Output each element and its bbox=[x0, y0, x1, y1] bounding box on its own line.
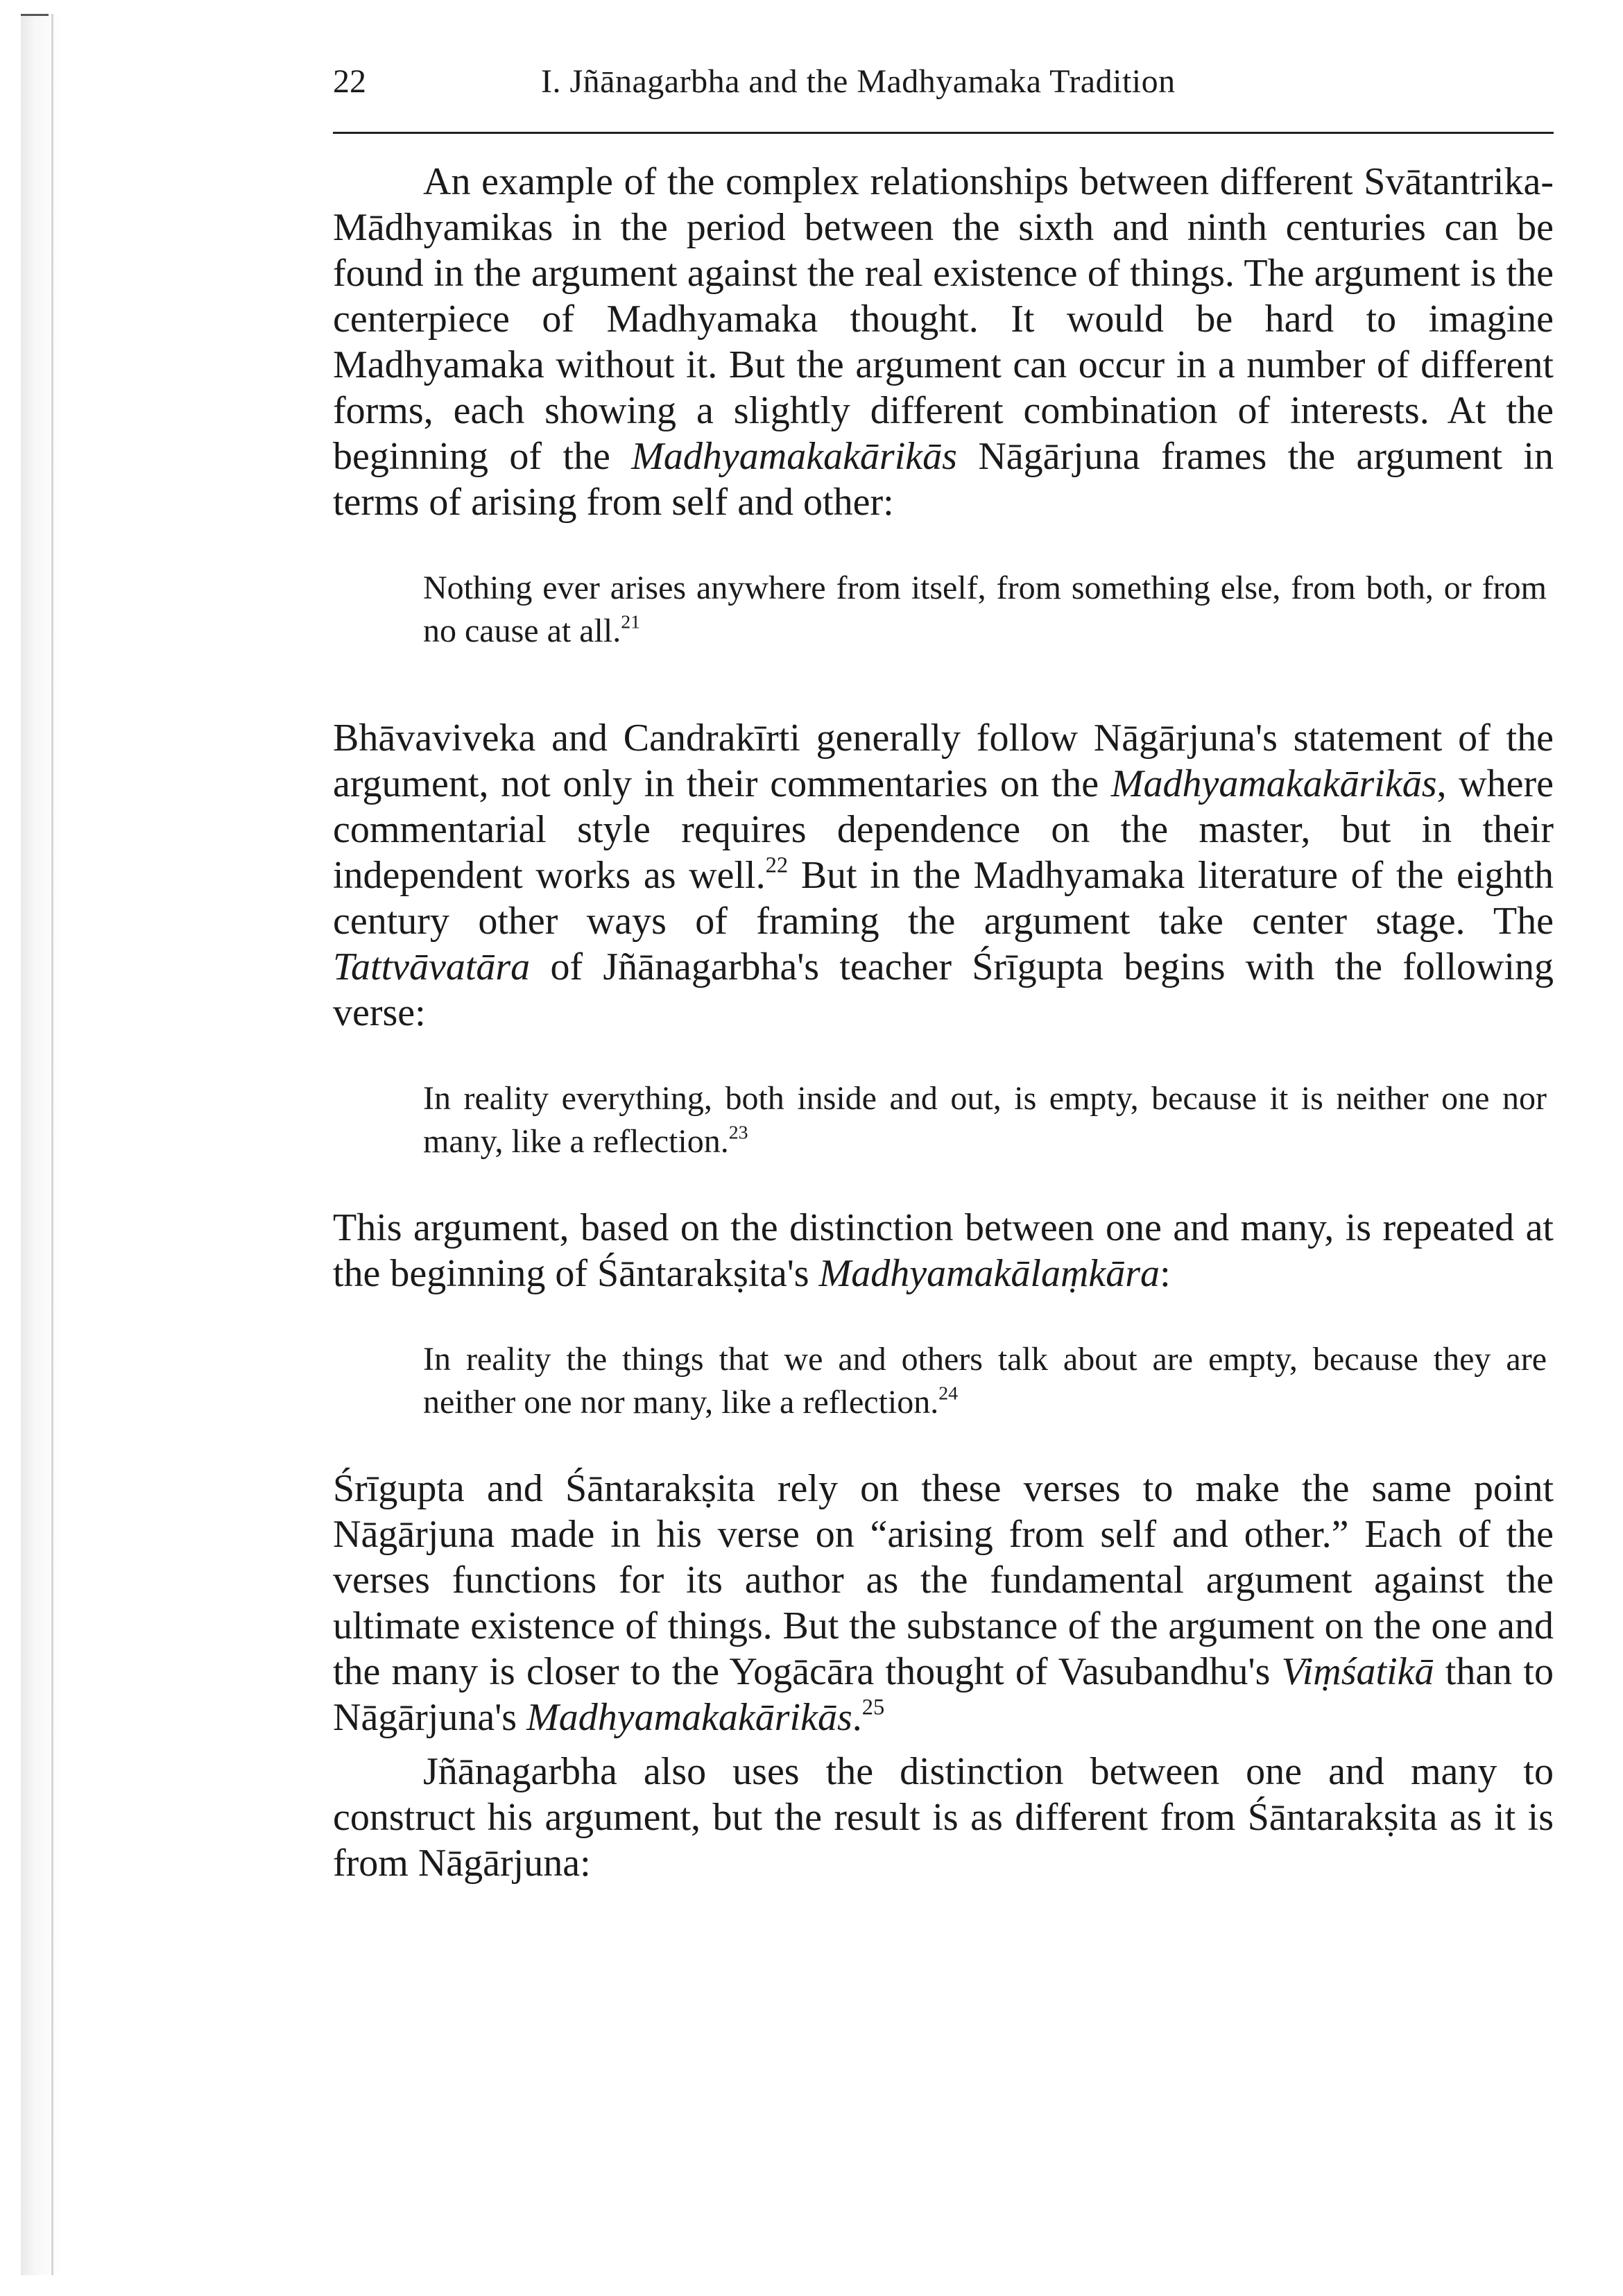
paragraph-1-text-end: Nāgārjuna frames the argument in terms of arising from self and other: bbox=[333, 435, 1554, 524]
quote-1-text: Nothing ever arises anywhere from itself, from something else, from both, or from no cause at all. bbox=[423, 569, 1547, 649]
paragraph-2-text-cont: But in the Madhyamaka literature of the eighth century other ways of framing the argument take center stage. The bbox=[333, 854, 1554, 943]
footnote-ref: 21 bbox=[621, 611, 641, 633]
paragraph-2-text-end: of Jñānagarbha's teacher Śrīgupta begins with the following verse: bbox=[333, 945, 1554, 1034]
work-title: Madhyamakālaṃkāra bbox=[818, 1252, 1160, 1295]
block-quote-1 bbox=[333, 567, 1554, 653]
scan-binding-shadow bbox=[21, 14, 62, 2275]
paragraph-5 bbox=[333, 1749, 1554, 1886]
book-page bbox=[333, 62, 1554, 1886]
work-title: Madhyamakakārikās bbox=[1110, 762, 1437, 805]
work-title: Madhyamakakārikās bbox=[631, 435, 957, 478]
scan-corner-mark bbox=[21, 14, 49, 16]
paragraph-3-text: This argument, based on the distinction between one and many, is repeated at the beginning of Śāntarakṣita's bbox=[333, 1206, 1554, 1295]
paragraph-5-text: Jñānagarbha also uses the distinction between one and many to construct his argument, but the result is as different from Śāntarakṣita as it is from Nāgārjuna: bbox=[333, 1750, 1554, 1885]
work-title: Tattvāvatāra bbox=[333, 945, 531, 988]
chapter-title: I. Jñānagarbha and the Madhyamaka Tradition bbox=[541, 63, 1176, 100]
block-quote-2 bbox=[333, 1077, 1554, 1163]
quote-3-text: In reality the things that we and others talk about are empty, because they are neither one nor many, like a reflection. bbox=[423, 1341, 1547, 1421]
paragraph-1-text: An example of the complex relationships between different Svātantrika-Mādhyamikas in the period between the sixth and ninth centuries can be found in the argument against the real existence of things. The argument is the centerpiece of Madhyamaka thought. It would be hard to imagine Madhyamaka without it. But the argument can occur in a number of different forms, each showing a slightly different combination of interests. At the beginning of the bbox=[333, 160, 1554, 478]
footnote-ref: 24 bbox=[938, 1382, 959, 1405]
paragraph-2-text-mid: , where commentarial style requires dependence on the master, but in their independent works as well. bbox=[333, 762, 1554, 897]
paragraph-2 bbox=[333, 715, 1554, 1036]
paragraph-1 bbox=[333, 159, 1554, 525]
work-title: Viṃśatikā bbox=[1281, 1650, 1434, 1693]
paragraph-4-text-end: . bbox=[852, 1696, 862, 1739]
work-title: Madhyamakakārikās bbox=[526, 1696, 852, 1739]
paragraph-2-text: Bhāvaviveka and Candrakīrti generally follow Nāgārjuna's statement of the argument, not only in their commentaries on the bbox=[333, 717, 1554, 805]
paragraph-4-text-mid: than to Nāgārjuna's bbox=[333, 1650, 1554, 1739]
paragraph-3-text-end: : bbox=[1160, 1252, 1171, 1295]
quote-2-text: In reality everything, both inside and out, is empty, because it is neither one nor many, like a reflection. bbox=[423, 1080, 1547, 1160]
paragraph-4 bbox=[333, 1466, 1554, 1740]
footnote-ref: 22 bbox=[765, 853, 789, 878]
footnote-ref: 25 bbox=[861, 1695, 885, 1720]
block-quote-3 bbox=[333, 1338, 1554, 1424]
paragraph-4-text: Śrīgupta and Śāntarakṣita rely on these verses to make the same point Nāgārjuna made in his verse on “arising from self and other.” Each of the verses functions for its author as the fundamental argument against the ultimate existence of things. But the substance of the argument on the one and the many is closer to the Yogācāra thought of Vasubandhu's bbox=[333, 1467, 1554, 1693]
running-head bbox=[333, 62, 1554, 134]
footnote-ref: 23 bbox=[728, 1122, 748, 1144]
paragraph-3 bbox=[333, 1205, 1554, 1296]
page-number: 22 bbox=[333, 63, 366, 100]
